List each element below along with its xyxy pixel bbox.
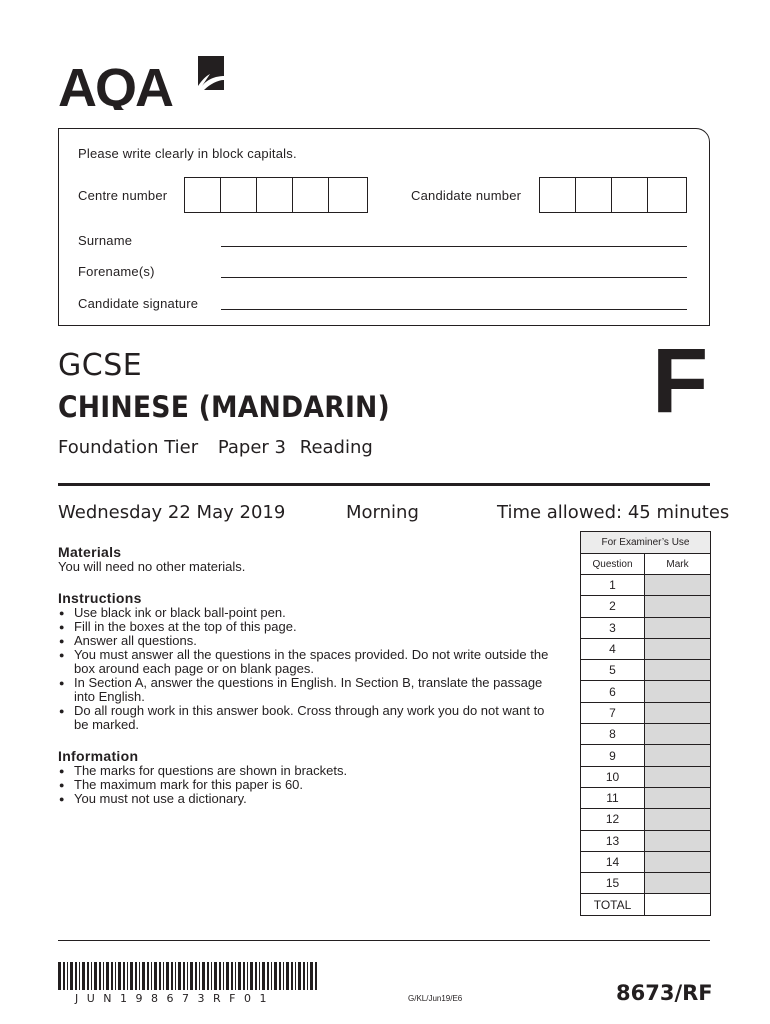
aqa-logo xyxy=(58,52,228,110)
mark-cell[interactable] xyxy=(645,638,711,659)
examiner-question-row xyxy=(581,660,711,681)
subject-title: CHINESE (MANDARIN) xyxy=(58,390,390,424)
question-number: 14 xyxy=(581,851,645,872)
information-heading: Information xyxy=(58,748,139,764)
mark-cell[interactable] xyxy=(645,809,711,830)
mark-cell[interactable] xyxy=(645,787,711,808)
exam-date: Wednesday 22 May 2019 xyxy=(58,502,286,523)
information-section xyxy=(58,748,558,806)
tier-letter: F xyxy=(652,330,709,432)
small-reference-code: G/KL/Jun19/E6 xyxy=(408,994,463,1003)
candidate-number-digit[interactable] xyxy=(612,178,648,212)
mark-cell[interactable] xyxy=(645,745,711,766)
mark-cell[interactable] xyxy=(645,681,711,702)
examiner-question-row xyxy=(581,681,711,702)
instruction-item: ● Answer all questions. xyxy=(58,634,558,648)
centre-number-boxes[interactable] xyxy=(184,177,368,213)
instructions-section xyxy=(58,590,558,732)
instruction-item: ● You must answer all the questions in the spaces provided. Do not write outside the box around each page or on blank pages. xyxy=(58,648,558,676)
forename-line[interactable] xyxy=(221,277,687,278)
question-number: 13 xyxy=(581,830,645,851)
materials-text: You will need no other materials. xyxy=(58,559,246,574)
title-divider xyxy=(58,483,710,486)
examiner-question-row xyxy=(581,702,711,723)
centre-number-digit[interactable] xyxy=(185,178,221,212)
question-number: 4 xyxy=(581,638,645,659)
question-number: 2 xyxy=(581,596,645,617)
examiner-question-row xyxy=(581,787,711,808)
centre-number-label: Centre number xyxy=(78,188,168,203)
instruction-item: ● Fill in the boxes at the top of this page. xyxy=(58,620,558,634)
examiner-question-row xyxy=(581,851,711,872)
question-number: 5 xyxy=(581,660,645,681)
signature-label: Candidate signature xyxy=(78,296,199,311)
candidate-number-label: Candidate number xyxy=(411,188,522,203)
mark-column-header: Mark xyxy=(645,554,711,575)
examiner-question-row xyxy=(581,766,711,787)
question-column-header: Question xyxy=(581,554,645,575)
svg-text:AQA: AQA xyxy=(58,58,172,110)
mark-cell[interactable] xyxy=(645,575,711,596)
centre-number-digit[interactable] xyxy=(293,178,329,212)
question-number: 9 xyxy=(581,745,645,766)
component-text: Reading xyxy=(299,437,373,458)
mark-cell[interactable] xyxy=(645,873,711,894)
question-number: 8 xyxy=(581,724,645,745)
instructions-column xyxy=(58,544,558,822)
examiner-question-row xyxy=(581,575,711,596)
materials-heading: Materials xyxy=(58,544,122,560)
information-item: ● You must not use a dictionary. xyxy=(58,792,558,806)
examiner-question-row xyxy=(581,596,711,617)
information-item: ● The marks for questions are shown in brackets. xyxy=(58,764,558,778)
instructions-heading: Instructions xyxy=(58,590,142,606)
paper-code: 8673/RF xyxy=(616,981,713,1005)
time-allowed: Time allowed: 45 minutes xyxy=(497,502,730,523)
block-capitals-instruction: Please write clearly in block capitals. xyxy=(78,146,297,161)
mark-cell[interactable] xyxy=(645,617,711,638)
centre-number-digit[interactable] xyxy=(257,178,293,212)
instruction-item: ● In Section A, answer the questions in English. In Section B, translate the passage into English. xyxy=(58,676,558,704)
candidate-number-digit[interactable] xyxy=(576,178,612,212)
question-number: 10 xyxy=(581,766,645,787)
examiner-question-row xyxy=(581,830,711,851)
information-item: ● The maximum mark for this paper is 60. xyxy=(58,778,558,792)
mark-cell[interactable] xyxy=(645,766,711,787)
materials-section xyxy=(58,544,558,574)
tier-text: Foundation Tier xyxy=(58,437,199,458)
signature-line[interactable] xyxy=(221,309,687,310)
mark-cell[interactable] xyxy=(645,702,711,723)
examiner-question-row xyxy=(581,745,711,766)
mark-cell[interactable] xyxy=(645,596,711,617)
centre-number-digit[interactable] xyxy=(329,178,365,212)
tier-paper-line xyxy=(58,437,387,458)
mark-cell[interactable] xyxy=(645,830,711,851)
centre-number-digit[interactable] xyxy=(221,178,257,212)
examiner-question-row xyxy=(581,809,711,830)
question-number: 15 xyxy=(581,873,645,894)
examiner-question-row xyxy=(581,724,711,745)
candidate-number-boxes[interactable] xyxy=(539,177,687,213)
qualification-title: GCSE xyxy=(58,348,143,383)
barcode xyxy=(58,962,320,990)
examiner-question-row xyxy=(581,617,711,638)
candidate-number-digit[interactable] xyxy=(648,178,684,212)
examiner-use-table xyxy=(580,531,711,916)
question-number: 6 xyxy=(581,681,645,702)
mark-cell[interactable] xyxy=(645,724,711,745)
instruction-item: ● Use black ink or black ball-point pen. xyxy=(58,606,558,620)
total-label: TOTAL xyxy=(581,894,645,915)
mark-cell[interactable] xyxy=(645,851,711,872)
paper-text: Paper 3 xyxy=(217,437,287,458)
candidate-details-box xyxy=(58,128,710,326)
barcode-text: JUN198673RF01 xyxy=(75,992,275,1005)
candidate-number-digit[interactable] xyxy=(540,178,576,212)
question-number: 3 xyxy=(581,617,645,638)
examiner-question-row xyxy=(581,873,711,894)
examiner-total-row xyxy=(581,894,711,915)
examiner-question-row xyxy=(581,638,711,659)
question-number: 7 xyxy=(581,702,645,723)
question-number: 12 xyxy=(581,809,645,830)
mark-cell[interactable] xyxy=(645,660,711,681)
footer-divider xyxy=(58,940,710,941)
examiner-table-title: For Examiner’s Use xyxy=(581,532,711,554)
instruction-item: ● Do all rough work in this answer book. Cross through any work you do not want to be marked. xyxy=(58,704,558,732)
surname-line[interactable] xyxy=(221,246,687,247)
total-mark-cell[interactable] xyxy=(645,894,711,915)
forename-label: Forename(s) xyxy=(78,264,155,279)
question-number: 11 xyxy=(581,787,645,808)
exam-session: Morning xyxy=(346,502,419,523)
question-number: 1 xyxy=(581,575,645,596)
surname-label: Surname xyxy=(78,233,133,248)
